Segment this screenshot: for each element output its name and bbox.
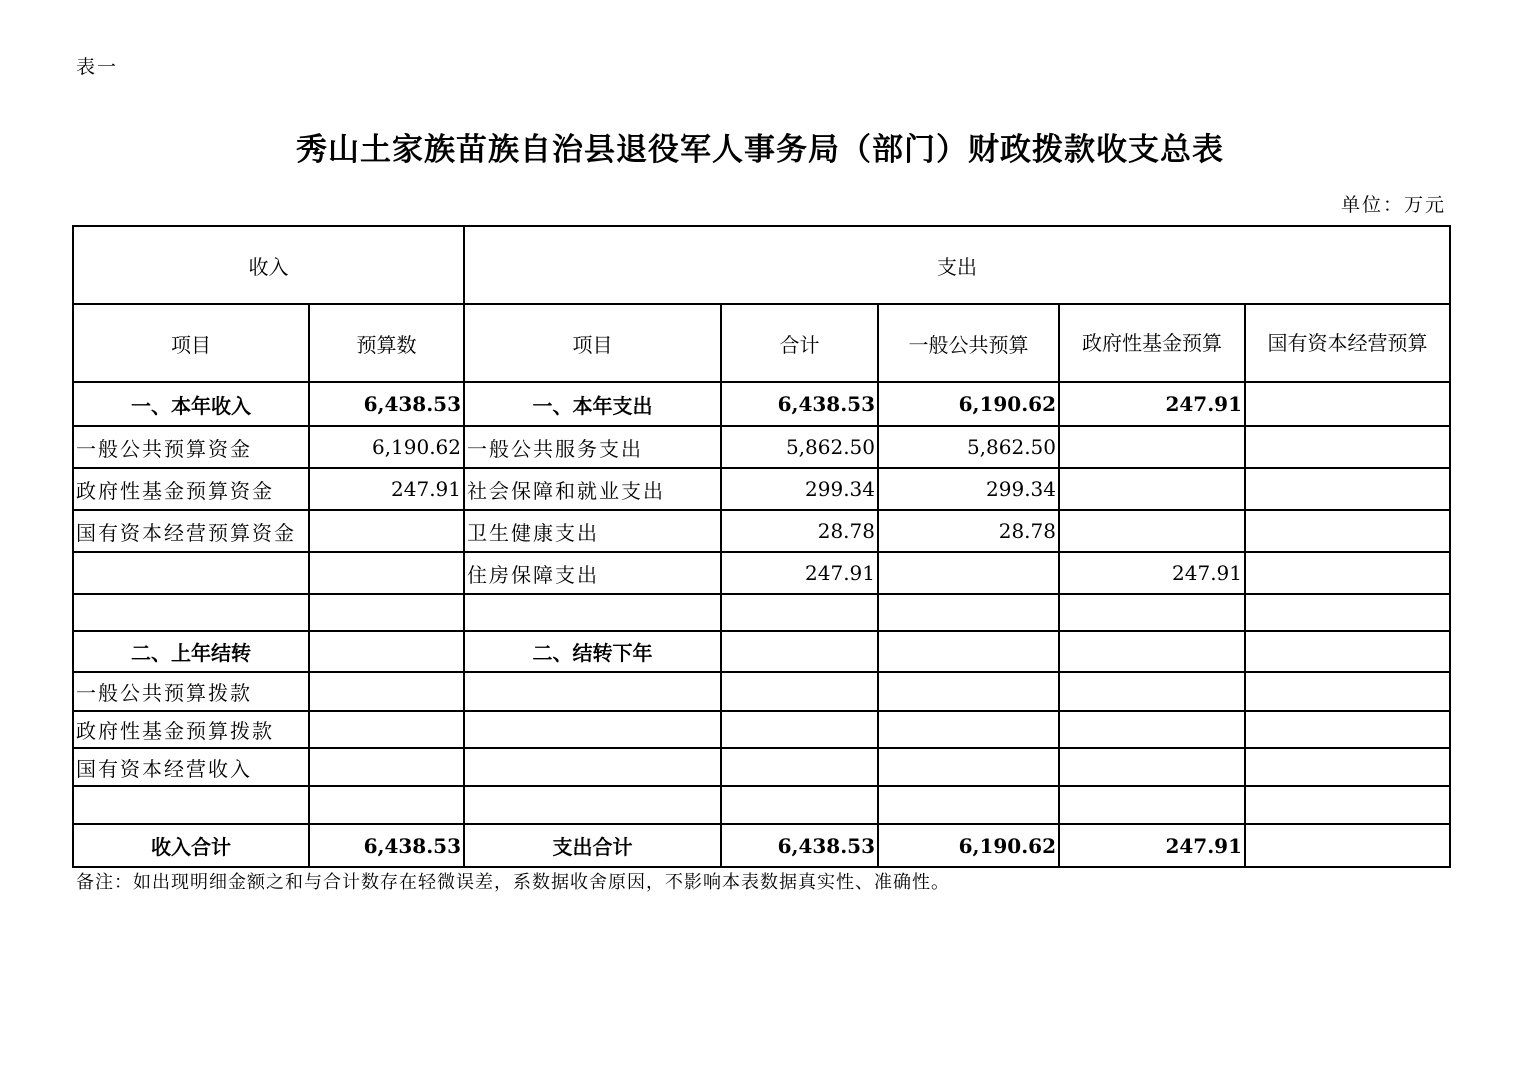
general-budget-cell bbox=[878, 748, 1059, 786]
footnote: 备注：如出现明细金额之和与合计数存在轻微误差，系数据收舍原因，不影响本表数据真实性、准确性。 bbox=[76, 872, 950, 893]
expense-total-cell bbox=[721, 631, 878, 672]
table-row bbox=[73, 552, 1450, 594]
income-item-cell bbox=[73, 786, 309, 824]
gov-fund-cell bbox=[1059, 631, 1245, 672]
expense-item-cell: 社会保障和就业支出 bbox=[464, 468, 721, 510]
state-capital-cell bbox=[1245, 748, 1450, 786]
income-amount-cell bbox=[309, 672, 464, 711]
expense-total-cell: 28.78 bbox=[721, 510, 878, 552]
table-row bbox=[73, 631, 1450, 672]
expense-total-cell: 247.91 bbox=[721, 552, 878, 594]
gov-fund-header: 政府性基金预算 bbox=[1059, 304, 1245, 382]
expense-item-cell: 住房保障支出 bbox=[464, 552, 721, 594]
unit-label: 单位：万元 bbox=[1340, 194, 1446, 216]
state-capital-cell bbox=[1245, 552, 1450, 594]
header-row-2 bbox=[73, 304, 1450, 382]
general-budget-header: 一般公共预算 bbox=[878, 304, 1059, 382]
income-item-cell: 收入合计 bbox=[73, 824, 309, 867]
income-item-cell: 二、上年结转 bbox=[73, 631, 309, 672]
income-item-cell: 国有资本经营收入 bbox=[73, 748, 309, 786]
table-row bbox=[73, 382, 1450, 426]
expense-total-cell bbox=[721, 594, 878, 631]
expense-item-cell bbox=[464, 786, 721, 824]
income-amount-cell: 6,438.53 bbox=[309, 824, 464, 867]
expense-total-cell: 6,438.53 bbox=[721, 382, 878, 426]
general-budget-cell: 5,862.50 bbox=[878, 426, 1059, 468]
income-item-cell bbox=[73, 594, 309, 631]
gov-fund-cell bbox=[1059, 748, 1245, 786]
state-capital-header: 国有资本经营预算 bbox=[1245, 304, 1450, 382]
gov-fund-cell bbox=[1059, 426, 1245, 468]
table-row bbox=[73, 510, 1450, 552]
document-title: 秀山土家族苗族自治县退役军人事务局（部门）财政拨款收支总表 bbox=[296, 132, 1224, 168]
state-capital-cell bbox=[1245, 510, 1450, 552]
table-row bbox=[73, 594, 1450, 631]
income-item-cell: 一、本年收入 bbox=[73, 382, 309, 426]
header-row-1 bbox=[73, 226, 1450, 304]
expense-total-cell bbox=[721, 711, 878, 748]
income-item-cell: 政府性基金预算资金 bbox=[73, 468, 309, 510]
income-amount-cell bbox=[309, 711, 464, 748]
expense-total-cell: 5,862.50 bbox=[721, 426, 878, 468]
income-item-cell bbox=[73, 552, 309, 594]
gov-fund-cell: 247.91 bbox=[1059, 552, 1245, 594]
table-row bbox=[73, 824, 1450, 867]
income-budget-header: 预算数 bbox=[309, 304, 464, 382]
income-item-cell: 国有资本经营预算资金 bbox=[73, 510, 309, 552]
general-budget-cell: 299.34 bbox=[878, 468, 1059, 510]
expense-item-cell: 支出合计 bbox=[464, 824, 721, 867]
table-body bbox=[73, 382, 1450, 867]
state-capital-cell bbox=[1245, 824, 1450, 867]
expense-item-cell bbox=[464, 711, 721, 748]
table-row bbox=[73, 426, 1450, 468]
state-capital-cell bbox=[1245, 631, 1450, 672]
gov-fund-cell: 247.91 bbox=[1059, 824, 1245, 867]
income-item-header: 项目 bbox=[73, 304, 309, 382]
income-item-cell: 一般公共预算拨款 bbox=[73, 672, 309, 711]
expense-total-cell bbox=[721, 748, 878, 786]
expense-item-cell: 二、结转下年 bbox=[464, 631, 721, 672]
general-budget-cell bbox=[878, 711, 1059, 748]
general-budget-cell bbox=[878, 594, 1059, 631]
income-amount-cell bbox=[309, 748, 464, 786]
table-row bbox=[73, 748, 1450, 786]
income-amount-cell bbox=[309, 631, 464, 672]
expense-total-cell bbox=[721, 786, 878, 824]
expense-total-cell: 299.34 bbox=[721, 468, 878, 510]
general-budget-cell bbox=[878, 631, 1059, 672]
gov-fund-cell bbox=[1059, 786, 1245, 824]
table-number: 表一 bbox=[76, 56, 119, 78]
general-budget-cell bbox=[878, 552, 1059, 594]
general-budget-cell bbox=[878, 786, 1059, 824]
income-amount-cell bbox=[309, 594, 464, 631]
state-capital-cell bbox=[1245, 382, 1450, 426]
income-amount-cell bbox=[309, 510, 464, 552]
expense-item-cell bbox=[464, 672, 721, 711]
expense-total-cell: 6,438.53 bbox=[721, 824, 878, 867]
general-budget-cell bbox=[878, 672, 1059, 711]
table-row bbox=[73, 711, 1450, 748]
state-capital-cell bbox=[1245, 426, 1450, 468]
gov-fund-cell bbox=[1059, 594, 1245, 631]
expense-item-cell: 一般公共服务支出 bbox=[464, 426, 721, 468]
expense-total-header: 合计 bbox=[721, 304, 878, 382]
expense-item-header: 项目 bbox=[464, 304, 721, 382]
expense-item-cell bbox=[464, 594, 721, 631]
expense-header: 支出 bbox=[464, 226, 1450, 304]
table-row bbox=[73, 786, 1450, 824]
expense-item-cell: 一、本年支出 bbox=[464, 382, 721, 426]
general-budget-cell: 6,190.62 bbox=[878, 382, 1059, 426]
income-amount-cell: 247.91 bbox=[309, 468, 464, 510]
expense-item-cell: 卫生健康支出 bbox=[464, 510, 721, 552]
gov-fund-cell: 247.91 bbox=[1059, 382, 1245, 426]
table-row bbox=[73, 672, 1450, 711]
expense-total-cell bbox=[721, 672, 878, 711]
table-row bbox=[73, 468, 1450, 510]
state-capital-cell bbox=[1245, 594, 1450, 631]
income-item-cell: 一般公共预算资金 bbox=[73, 426, 309, 468]
income-item-cell: 政府性基金预算拨款 bbox=[73, 711, 309, 748]
general-budget-cell: 28.78 bbox=[878, 510, 1059, 552]
state-capital-cell bbox=[1245, 468, 1450, 510]
expense-item-cell bbox=[464, 748, 721, 786]
state-capital-cell bbox=[1245, 786, 1450, 824]
gov-fund-cell bbox=[1059, 510, 1245, 552]
gov-fund-cell bbox=[1059, 672, 1245, 711]
fiscal-summary-table bbox=[72, 225, 1451, 868]
state-capital-cell bbox=[1245, 711, 1450, 748]
general-budget-cell: 6,190.62 bbox=[878, 824, 1059, 867]
income-header: 收入 bbox=[73, 226, 464, 304]
income-amount-cell: 6,190.62 bbox=[309, 426, 464, 468]
income-amount-cell bbox=[309, 786, 464, 824]
gov-fund-cell bbox=[1059, 468, 1245, 510]
state-capital-cell bbox=[1245, 672, 1450, 711]
income-amount-cell bbox=[309, 552, 464, 594]
income-amount-cell: 6,438.53 bbox=[309, 382, 464, 426]
gov-fund-cell bbox=[1059, 711, 1245, 748]
